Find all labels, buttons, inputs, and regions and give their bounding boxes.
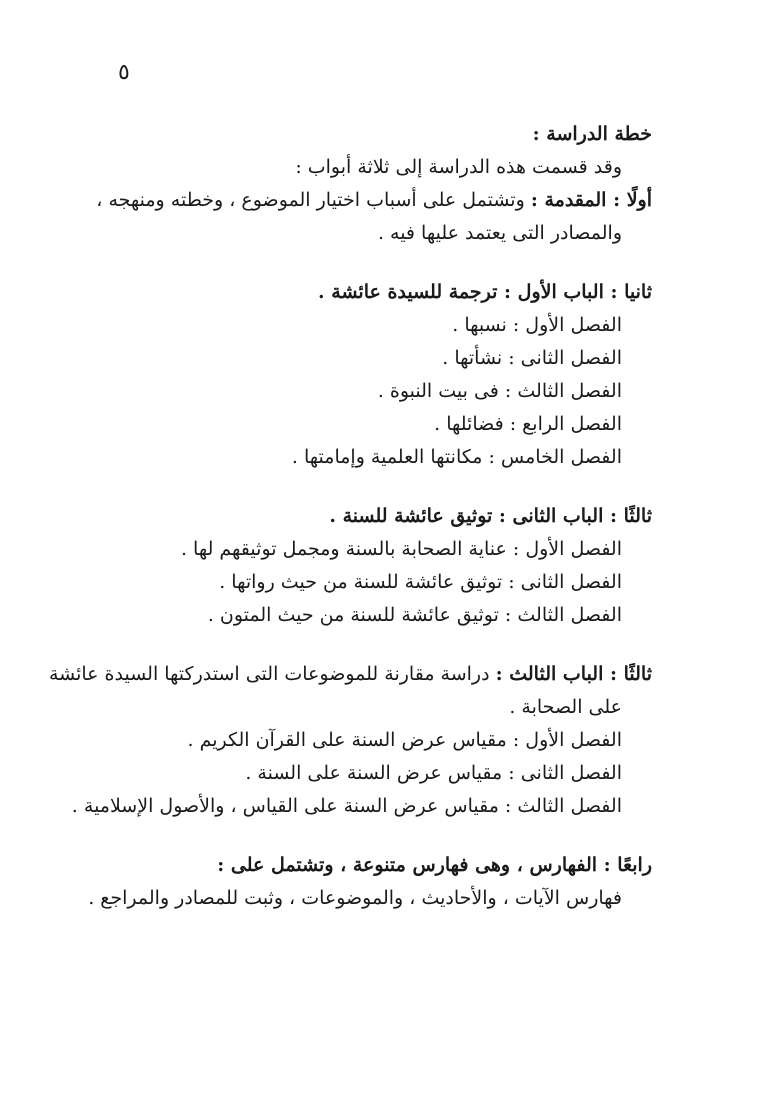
page-number: ٥: [118, 60, 130, 85]
chapter-item: الفصل الثالث : توثيق عائشة للسنة من حيث المتون .: [207, 604, 622, 626]
part-three-continuation: على الصحابة .: [509, 696, 622, 718]
chapter-item: الفصل الأول : نسبها .: [452, 314, 622, 336]
chapter-item: الفصل الثانى : مقياس عرض السنة على السنة .: [245, 762, 622, 784]
plan-title: خطة الدراسة :: [532, 123, 652, 145]
section-intro: [96, 184, 652, 217]
chapter-item: الفصل الثانى : توثيق عائشة للسنة من حيث رواتها .: [219, 571, 622, 593]
chapter-item: الفصل الأول : مقياس عرض السنة على القرآن الكريم .: [187, 729, 622, 751]
document-body: [48, 118, 652, 915]
chapter-item: الفصل الرابع : فضائلها .: [434, 413, 622, 435]
chapter-item: الفصل الأول : عناية الصحابة بالسنة ومجمل توثيقهم لها .: [180, 538, 622, 560]
part-three-text: دراسة مقارنة للموضوعات التى استدركتها السيدة عائشة: [48, 663, 490, 685]
part-one-heading: ثانيا : الباب الأول : ترجمة للسيدة عائشة .: [318, 281, 652, 303]
part-three-label: ثالثًا : الباب الثالث :: [495, 663, 652, 685]
part-two-heading: ثالثًا : الباب الثانى : توثيق عائشة للسنة .: [329, 505, 652, 527]
section-intro-label: أولًا : المقدمة :: [530, 189, 652, 211]
indexes-text: فهارس الآيات ، والأحاديث ، والموضوعات ، وثبت للمصادر والمراجع .: [88, 887, 622, 909]
chapter-item: الفصل الثالث : فى بيت النبوة .: [377, 380, 622, 402]
section-intro-continuation: والمصادر التى يعتمد عليها فيه .: [377, 222, 622, 244]
chapter-item: الفصل الثالث : مقياس عرض السنة على القياس ، والأصول الإسلامية .: [71, 795, 622, 817]
intro-line: وقد قسمت هذه الدراسة إلى ثلاثة أبواب :: [295, 156, 622, 178]
chapter-item: الفصل الثانى : نشأتها .: [442, 347, 622, 369]
indexes-heading: رابعًا : الفهارس ، وهى فهارس متنوعة ، وتشتمل على :: [217, 854, 652, 876]
chapter-item: الفصل الخامس : مكانتها العلمية وإمامتها .: [291, 446, 622, 468]
section-intro-text: وتشتمل على أسباب اختيار الموضوع ، وخطته ومنهجه ،: [96, 189, 525, 211]
part-three-heading: [48, 658, 652, 691]
